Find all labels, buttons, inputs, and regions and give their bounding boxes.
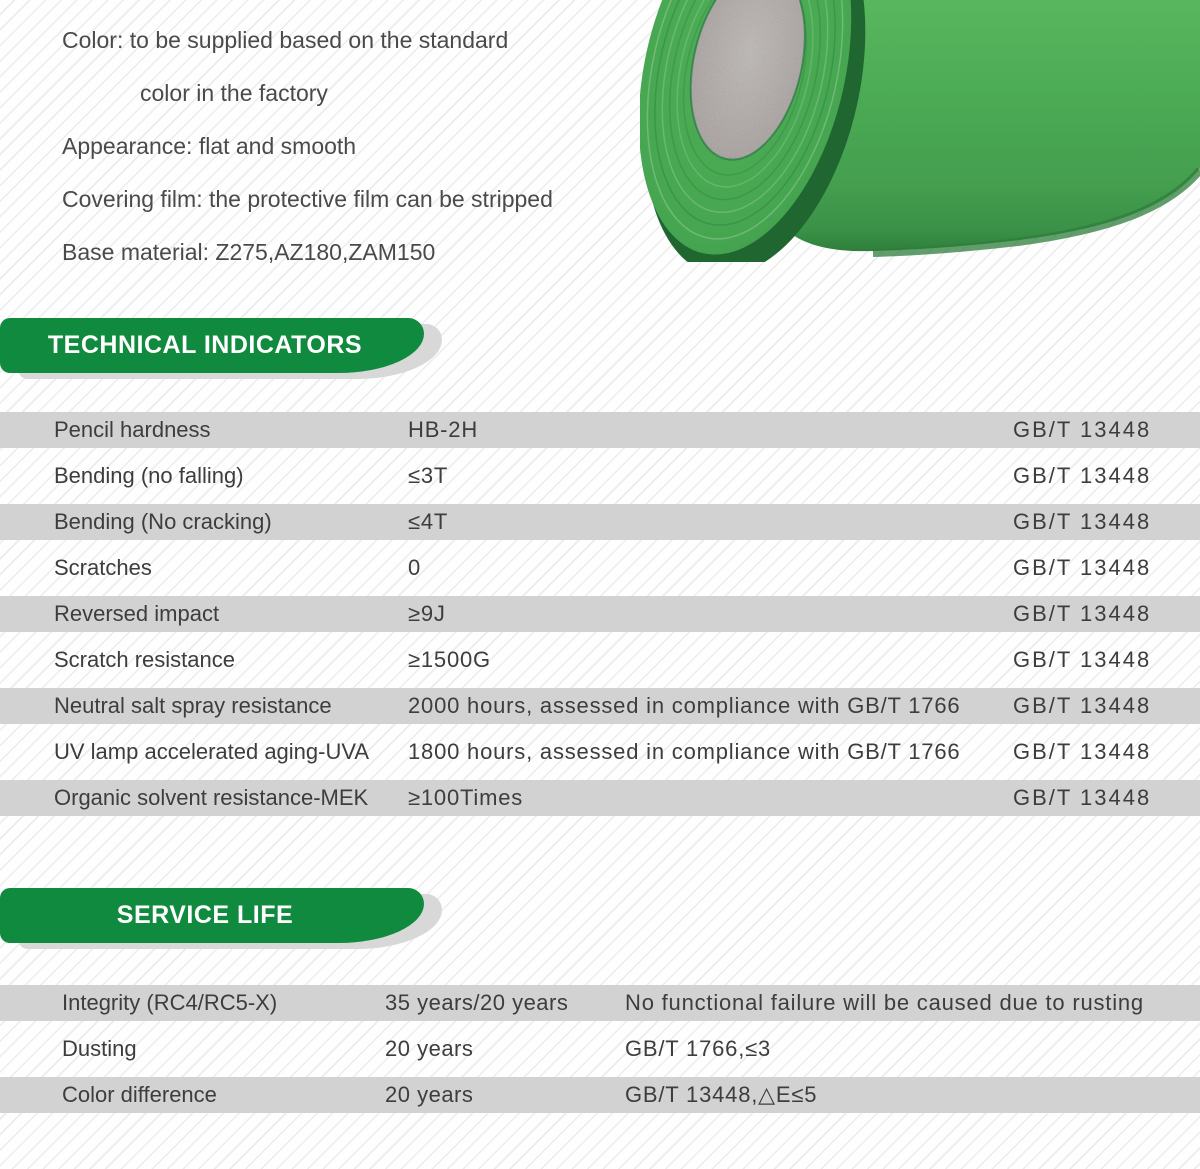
value-cell: 0 [408, 555, 422, 580]
value-cell: ≥1500G [408, 647, 491, 672]
table-row [0, 453, 1200, 499]
note-cell: No functional failure will be caused due to rusting [625, 990, 1144, 1015]
standard-cell: GB/T 13448 [1013, 417, 1152, 442]
property-cell: Reversed impact [54, 601, 220, 626]
standard-cell: GB/T 13448 [1013, 693, 1152, 718]
value-cell: 2000 hours, assessed in compliance with GB/T 1766 [408, 693, 961, 718]
table-row [0, 980, 1200, 1026]
life-cell: 20 years [385, 1036, 474, 1061]
section-title: SERVICE LIFE [116, 901, 294, 929]
item-cell: Integrity (RC4/RC5-X) [62, 990, 278, 1015]
standard-cell: GB/T 13448 [1013, 601, 1152, 626]
property-cell: UV lamp accelerated aging-UVA [54, 739, 370, 764]
value-cell: ≤3T [408, 463, 449, 488]
standard-cell: GB/T 13448 [1013, 647, 1152, 672]
property-cell: Bending (No cracking) [54, 509, 272, 534]
table-row [0, 729, 1200, 775]
table-row [0, 591, 1200, 637]
standard-cell: GB/T 13448 [1013, 785, 1152, 810]
table-row [0, 1026, 1200, 1072]
intro-line-base-material: Base material: Z275,AZ180,ZAM150 [62, 239, 436, 265]
table-row [0, 545, 1200, 591]
item-cell: Dusting [62, 1036, 137, 1061]
standard-cell: GB/T 13448 [1013, 509, 1152, 534]
banner-ribbon [0, 888, 424, 943]
note-cell: GB/T 13448,△E≤5 [625, 1082, 818, 1107]
technical-indicators-table [0, 407, 1200, 821]
table-row [0, 775, 1200, 821]
table-row [0, 499, 1200, 545]
property-cell: Neutral salt spray resistance [54, 693, 332, 718]
value-cell: ≥9J [408, 601, 446, 626]
banner-ribbon [0, 318, 424, 373]
property-cell: Scratch resistance [54, 647, 235, 672]
property-cell: Pencil hardness [54, 417, 211, 442]
green-steel-coil-image [640, 0, 1200, 262]
value-cell: HB-2H [408, 417, 479, 442]
service-life-banner [0, 888, 424, 943]
table-row [0, 637, 1200, 683]
technical-indicators-banner [0, 318, 424, 373]
note-cell: GB/T 1766,≤3 [625, 1036, 772, 1061]
table-row [0, 1072, 1200, 1118]
standard-cell: GB/T 13448 [1013, 463, 1152, 488]
life-cell: 35 years/20 years [385, 990, 569, 1015]
standard-cell: GB/T 13448 [1013, 739, 1152, 764]
property-cell: Bending (no falling) [54, 463, 244, 488]
section-title: TECHNICAL INDICATORS [47, 331, 363, 359]
intro-line-color: Color: to be supplied based on the standard [62, 27, 509, 53]
intro-line-covering-film: Covering film: the protective film can be stripped [62, 186, 553, 212]
standard-cell: GB/T 13448 [1013, 555, 1152, 580]
value-cell: ≥100Times [408, 785, 524, 810]
item-cell: Color difference [62, 1082, 217, 1107]
value-cell: ≤4T [408, 509, 449, 534]
property-cell: Organic solvent resistance-MEK [54, 785, 369, 810]
value-cell: 1800 hours, assessed in compliance with GB/T 1766 [408, 739, 961, 764]
property-cell: Scratches [54, 555, 152, 580]
product-intro [62, 14, 553, 279]
intro-line-appearance: Appearance: flat and smooth [62, 133, 357, 159]
service-life-table [0, 980, 1200, 1118]
table-row [0, 683, 1200, 729]
intro-line-color-cont: color in the factory [140, 80, 328, 106]
table-row [0, 407, 1200, 453]
life-cell: 20 years [385, 1082, 474, 1107]
